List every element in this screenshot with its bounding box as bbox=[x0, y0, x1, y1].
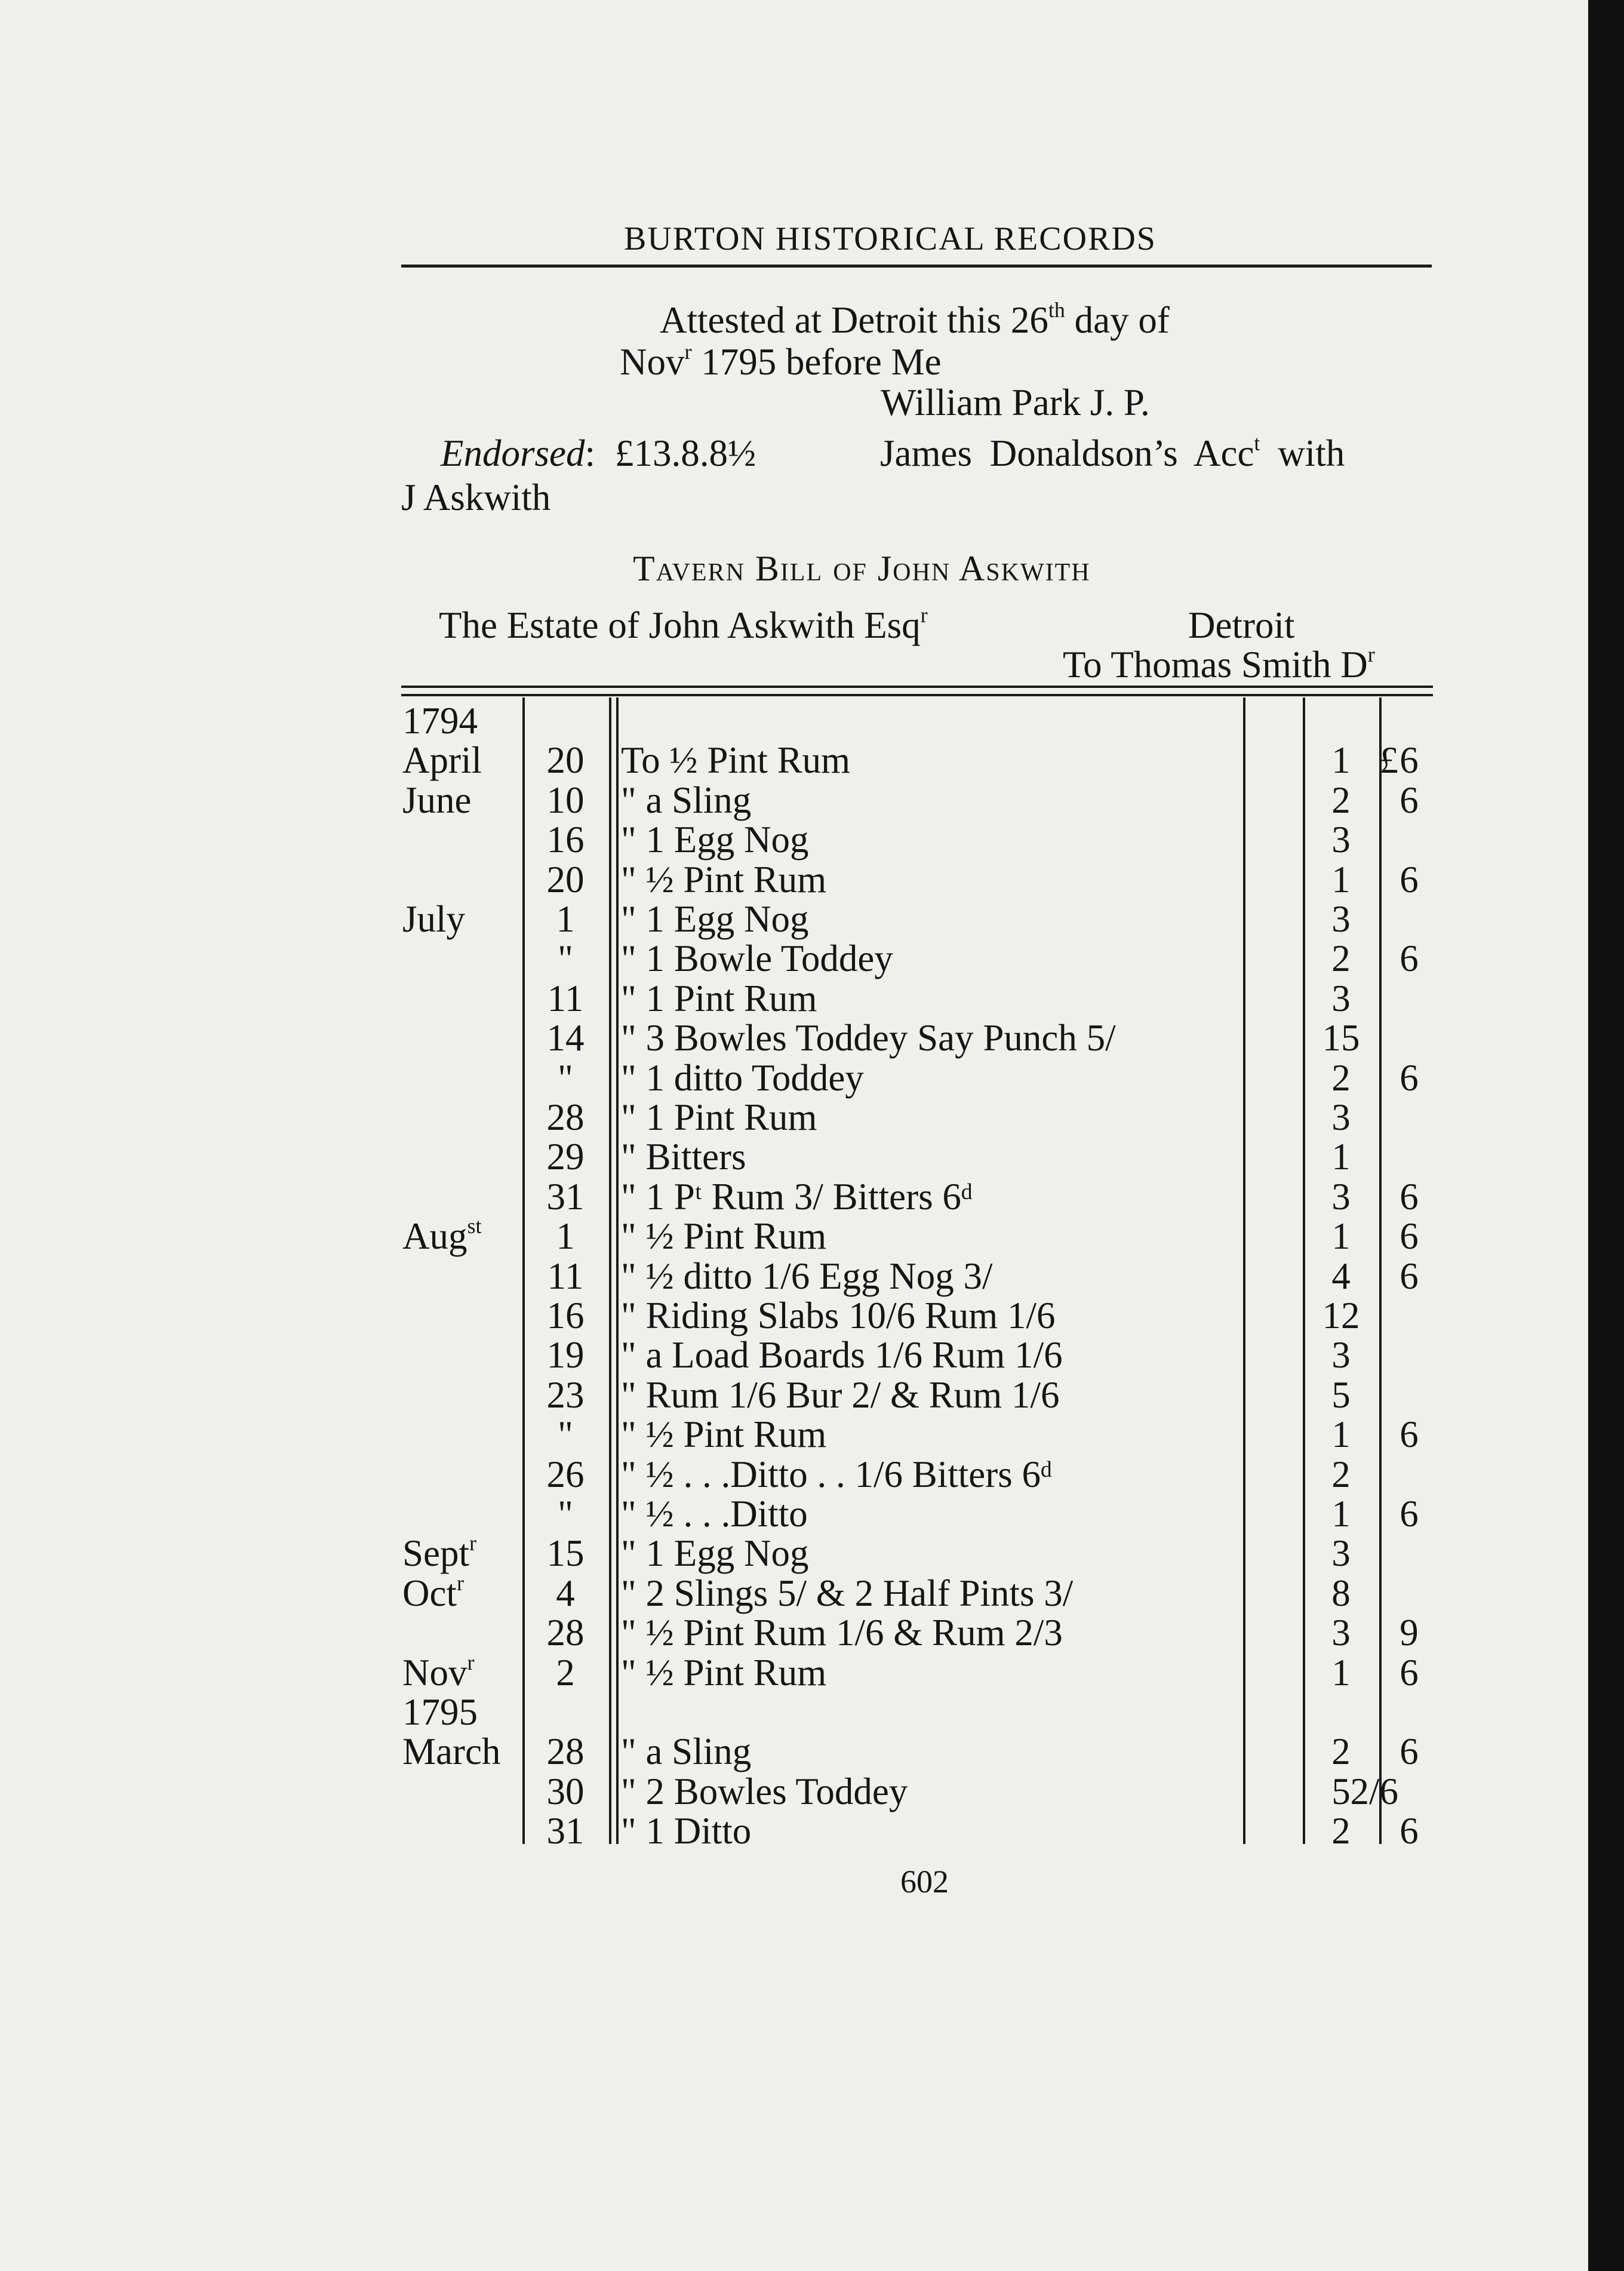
endorsed-label bbox=[441, 432, 595, 474]
row-shillings: 2 bbox=[1331, 1810, 1351, 1852]
bill-place: Detroit bbox=[1188, 604, 1295, 646]
row-shillings: 1 bbox=[1331, 739, 1351, 782]
endorsed-line-2: J Askwith bbox=[401, 477, 551, 518]
row-day: 31 bbox=[546, 1810, 585, 1852]
row-pence: 9 bbox=[1400, 1612, 1419, 1654]
row-day: 20 bbox=[546, 858, 585, 901]
row-amount: £ bbox=[1379, 739, 1398, 782]
row-pence: 6 bbox=[1400, 1651, 1419, 1694]
row-pence: 6 bbox=[1400, 1056, 1419, 1099]
page-number: 602 bbox=[900, 1864, 949, 1900]
row-shillings: 3 bbox=[1331, 1612, 1351, 1654]
row-month-superscript: r bbox=[469, 1531, 477, 1556]
row-day: 28 bbox=[546, 1731, 585, 1773]
attestation-line-1 bbox=[660, 298, 1170, 341]
row-item: To ½ Pint Rum bbox=[621, 739, 851, 782]
row-shillings: 1 bbox=[1331, 1651, 1351, 1694]
row-shillings: 2 bbox=[1331, 779, 1351, 821]
row-day: 31 bbox=[546, 1175, 585, 1218]
row-day: 14 bbox=[546, 1017, 585, 1059]
row-day: 10 bbox=[546, 779, 585, 821]
row-shillings: 3 bbox=[1331, 977, 1351, 1019]
endorsed-text-main: James Donaldson’s Acc bbox=[880, 432, 1254, 474]
row-item: " 1 Egg Nog bbox=[621, 819, 809, 861]
row-shillings: 1 bbox=[1331, 858, 1351, 901]
table-top-rule bbox=[401, 686, 1433, 688]
row-day: 28 bbox=[546, 1612, 585, 1654]
row-item: " 1 Egg Nog bbox=[621, 898, 809, 940]
row-item: " ½ Pint Rum bbox=[621, 858, 827, 901]
row-shillings: 8 bbox=[1331, 1572, 1351, 1614]
row-pence: 6 bbox=[1400, 1731, 1419, 1773]
row-item: " a Sling bbox=[621, 1731, 752, 1773]
endorsed-label-text: Endorsed bbox=[441, 432, 585, 474]
row-pence: 6 bbox=[1400, 1255, 1419, 1297]
bill-debtor bbox=[439, 603, 928, 646]
row-shillings: 3 bbox=[1331, 1096, 1351, 1138]
row-item: " 1 ditto Toddey bbox=[621, 1056, 864, 1099]
attestation-month-superscript: r bbox=[684, 340, 692, 364]
row-shillings: 2 bbox=[1331, 1453, 1351, 1495]
row-month-text: Nov bbox=[402, 1651, 467, 1694]
row-item: " Riding Slabs 10/6 Rum 1/6 bbox=[621, 1295, 1056, 1336]
row-month bbox=[402, 1531, 477, 1575]
row-shillings: 1 bbox=[1331, 1493, 1351, 1535]
row-day: " bbox=[558, 1493, 573, 1535]
row-month bbox=[402, 1650, 475, 1694]
row-day: 30 bbox=[546, 1770, 585, 1812]
row-item: " ½ Pint Rum bbox=[621, 1215, 827, 1258]
row-day: 1 bbox=[556, 898, 575, 940]
row-item: " 3 Bowles Toddey Say Punch 5/ bbox=[621, 1017, 1116, 1059]
row-month: March bbox=[402, 1731, 501, 1773]
row-item: " a Sling bbox=[621, 779, 752, 821]
row-shillings: 2 bbox=[1331, 1731, 1351, 1773]
attestation-month: Nov bbox=[620, 341, 685, 383]
row-shillings: 3 bbox=[1331, 898, 1351, 940]
row-shillings: 4 bbox=[1331, 1255, 1351, 1297]
attestation-signatory: William Park J. P. bbox=[881, 382, 1150, 423]
row-day: 2 bbox=[556, 1651, 575, 1694]
row-item: " ½ Pint Rum bbox=[621, 1651, 827, 1694]
row-item: " ½ . . .Ditto . . 1/6 Bitters 6ᵈ bbox=[621, 1453, 1053, 1495]
row-day: 16 bbox=[546, 1295, 585, 1336]
bill-creditor-text: To Thomas Smith D bbox=[1063, 644, 1368, 686]
row-day: 29 bbox=[546, 1136, 585, 1178]
bill-creditor bbox=[1063, 643, 1375, 686]
row-month: April bbox=[402, 739, 482, 782]
row-month-text: Oct bbox=[402, 1572, 457, 1614]
row-month: July bbox=[402, 898, 466, 940]
row-shillings: 15 bbox=[1322, 1017, 1360, 1059]
endorsed-amount: £13.8.8½ bbox=[615, 432, 756, 474]
header-rule bbox=[401, 265, 1432, 268]
attestation-superscript: th bbox=[1048, 298, 1065, 322]
attestation-text-end: day of bbox=[1065, 299, 1170, 341]
row-pence: 6 bbox=[1400, 1810, 1419, 1852]
endorsed-text bbox=[880, 431, 1345, 474]
row-shillings: 1 bbox=[1331, 1136, 1351, 1178]
row-pence: 6 bbox=[1400, 779, 1419, 821]
row-item: " Rum 1/6 Bur 2/ & Rum 1/6 bbox=[621, 1373, 1060, 1416]
row-pence: 6 bbox=[1400, 739, 1419, 782]
row-day: 20 bbox=[546, 739, 585, 782]
row-month-text: Sept bbox=[402, 1532, 470, 1575]
bill-title: Tavern Bill of John Askwith bbox=[633, 549, 1091, 588]
row-month bbox=[402, 1214, 482, 1258]
row-item: " 2 Bowles Toddey bbox=[621, 1770, 908, 1812]
row-month: 1794 bbox=[402, 700, 478, 742]
row-day: " bbox=[558, 1413, 573, 1456]
row-item: " ½ Pint Rum 1/6 & Rum 2/3 bbox=[621, 1612, 1063, 1654]
row-item: " 1 Bowle Toddey bbox=[621, 938, 893, 980]
row-day: " bbox=[558, 938, 573, 980]
row-item: " a Load Boards 1/6 Rum 1/6 bbox=[621, 1334, 1063, 1376]
row-pence: 6 bbox=[1400, 1493, 1419, 1535]
bill-debtor-text: The Estate of John Askwith Esq bbox=[439, 604, 921, 646]
row-day: 16 bbox=[546, 819, 585, 861]
row-item: " ½ Pint Rum bbox=[621, 1413, 827, 1456]
row-amount: 2/6 bbox=[1350, 1770, 1398, 1812]
row-shillings: 3 bbox=[1331, 1532, 1351, 1575]
row-pence: 6 bbox=[1400, 1175, 1419, 1218]
row-shillings: 12 bbox=[1322, 1295, 1360, 1336]
row-item: " 1 Ditto bbox=[621, 1810, 752, 1852]
row-day: 4 bbox=[556, 1572, 575, 1614]
row-shillings: 3 bbox=[1331, 819, 1351, 861]
attestation-date-text: 1795 before Me bbox=[691, 341, 942, 383]
row-shillings: 3 bbox=[1331, 1334, 1351, 1376]
bill-debtor-superscript: r bbox=[920, 603, 928, 627]
row-shillings: 5 bbox=[1331, 1373, 1351, 1416]
attestation-line-2 bbox=[620, 340, 942, 383]
bill-creditor-superscript: r bbox=[1367, 643, 1375, 666]
row-day: 11 bbox=[547, 1255, 584, 1297]
row-item: " Bitters bbox=[621, 1136, 746, 1178]
row-pence: 6 bbox=[1400, 1215, 1419, 1258]
row-day: 23 bbox=[546, 1373, 585, 1416]
row-month-superscript: r bbox=[467, 1650, 475, 1674]
row-month-superscript: st bbox=[467, 1214, 482, 1239]
column-rule-pence bbox=[1379, 697, 1382, 1844]
row-month: June bbox=[402, 779, 472, 821]
row-pence: 6 bbox=[1400, 1413, 1419, 1456]
endorsed-text-end: with bbox=[1260, 432, 1345, 474]
endorsed-superscript: t bbox=[1254, 431, 1260, 455]
endorsed-colon: : bbox=[585, 432, 595, 474]
row-item: " 1 Pint Rum bbox=[621, 1096, 817, 1138]
row-item: " 2 Slings 5/ & 2 Half Pints 3/ bbox=[621, 1572, 1074, 1614]
row-item: " ½ ditto 1/6 Egg Nog 3/ bbox=[621, 1255, 993, 1297]
row-day: 26 bbox=[546, 1453, 585, 1495]
row-day: 28 bbox=[546, 1096, 585, 1138]
table-top-rule-second bbox=[401, 694, 1433, 696]
row-shillings: 1 bbox=[1331, 1215, 1351, 1258]
running-head: BURTON HISTORICAL RECORDS bbox=[624, 220, 1157, 257]
attestation-text: Attested at Detroit this 26 bbox=[660, 299, 1048, 341]
row-item: " 1 Egg Nog bbox=[621, 1532, 809, 1575]
row-shillings: 5 bbox=[1331, 1770, 1351, 1812]
column-rule-amount bbox=[1243, 697, 1245, 1844]
row-item: " ½ . . .Ditto bbox=[621, 1493, 808, 1535]
row-day: 11 bbox=[547, 977, 584, 1019]
row-day: " bbox=[558, 1056, 573, 1099]
row-day: 19 bbox=[546, 1334, 585, 1376]
row-item: " 1 Pᵗ Rum 3/ Bitters 6ᵈ bbox=[621, 1175, 973, 1218]
row-item: " 1 Pint Rum bbox=[621, 977, 817, 1019]
row-shillings: 2 bbox=[1331, 938, 1351, 980]
row-month-superscript: r bbox=[456, 1571, 464, 1595]
row-shillings: 3 bbox=[1331, 1175, 1351, 1218]
row-shillings: 2 bbox=[1331, 1056, 1351, 1099]
row-shillings: 1 bbox=[1331, 1413, 1351, 1456]
row-pence: 6 bbox=[1400, 938, 1419, 980]
row-month-text: Aug bbox=[402, 1215, 467, 1258]
ledger-table bbox=[401, 681, 1440, 1875]
row-month: 1795 bbox=[402, 1691, 478, 1733]
row-month bbox=[402, 1571, 464, 1614]
row-day: 1 bbox=[556, 1215, 575, 1258]
row-pence: 6 bbox=[1400, 858, 1419, 901]
row-day: 15 bbox=[546, 1532, 585, 1575]
column-rule-day-b bbox=[616, 697, 619, 1844]
